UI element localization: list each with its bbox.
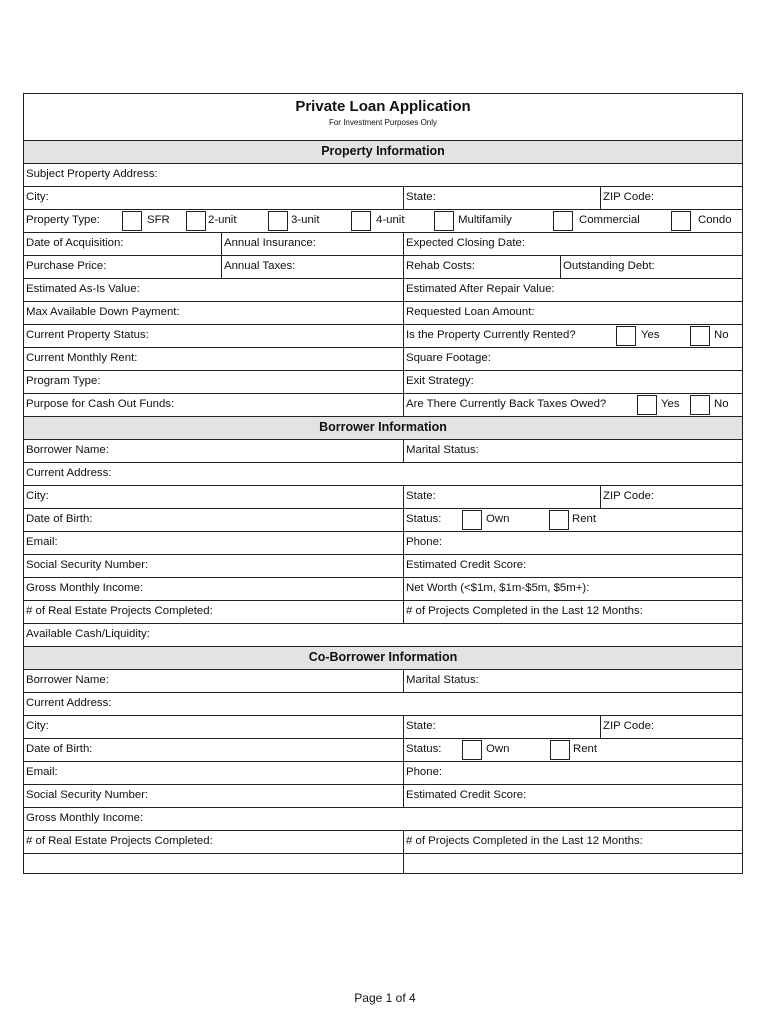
coborrower-email-field[interactable]: Email: bbox=[26, 766, 58, 778]
as-is-value-field[interactable]: Estimated As-Is Value: bbox=[26, 283, 140, 295]
borrower-projects-field[interactable]: # of Real Estate Projects Completed: bbox=[26, 605, 213, 617]
cash-out-row bbox=[24, 393, 742, 416]
rent-footage-row bbox=[24, 347, 742, 370]
outstanding-debt-field[interactable]: Outstanding Debt: bbox=[560, 256, 743, 278]
borrower-ssn-row bbox=[24, 554, 742, 577]
borrower-zip-field[interactable]: ZIP Code: bbox=[600, 486, 743, 508]
subject-address-label: Subject Property Address: bbox=[26, 168, 158, 180]
borrower-state-field[interactable]: State: bbox=[403, 486, 600, 508]
loan-application-form bbox=[23, 93, 743, 874]
sfr-label: SFR bbox=[147, 214, 170, 226]
borrower-status-label: Status: bbox=[403, 509, 743, 531]
borrower-income-row bbox=[24, 577, 742, 600]
program-exit-row bbox=[24, 370, 742, 393]
value-row bbox=[24, 278, 742, 301]
coborrower-income-label: Gross Monthly Income: bbox=[26, 812, 144, 824]
property-section-header: Property Information bbox=[24, 140, 742, 163]
borrower-name-row bbox=[24, 439, 742, 462]
property-city-row bbox=[24, 186, 742, 209]
coborrower-city-row bbox=[24, 715, 742, 738]
multifamily-checkbox[interactable] bbox=[434, 211, 454, 231]
borrower-marital-field[interactable]: Marital Status: bbox=[403, 440, 743, 462]
borrower-city-field[interactable]: City: bbox=[26, 490, 49, 502]
borrower-address-label: Current Address: bbox=[26, 467, 112, 479]
page-number: Page 1 of 4 bbox=[354, 991, 416, 1005]
borrower-projects-row bbox=[24, 600, 742, 623]
back-taxes-no-checkbox[interactable] bbox=[690, 395, 710, 415]
commercial-checkbox[interactable] bbox=[553, 211, 573, 231]
loan-amount-field[interactable]: Requested Loan Amount: bbox=[403, 302, 743, 324]
coborrower-credit-field[interactable]: Estimated Credit Score: bbox=[403, 785, 743, 807]
annual-insurance-field[interactable]: Annual Insurance: bbox=[221, 233, 403, 255]
coborrower-section-header: Co-Borrower Information bbox=[24, 646, 742, 669]
three-unit-label: 3-unit bbox=[291, 214, 320, 226]
coborrower-ssn-row bbox=[24, 784, 742, 807]
blank-left-cell[interactable] bbox=[24, 854, 403, 874]
cash-out-purpose-field[interactable]: Purpose for Cash Out Funds: bbox=[26, 398, 175, 410]
rented-no-label: No bbox=[714, 329, 729, 341]
status-rented-row bbox=[24, 324, 742, 347]
borrower-projects-12mo-field[interactable]: # of Projects Completed in the Last 12 Months: bbox=[403, 601, 743, 623]
two-unit-label: 2-unit bbox=[208, 214, 237, 226]
current-status-field[interactable]: Current Property Status: bbox=[26, 329, 149, 341]
coborrower-dob-field[interactable]: Date of Birth: bbox=[26, 743, 93, 755]
currently-rented-label: Is the Property Currently Rented? bbox=[403, 325, 743, 347]
borrower-city-row bbox=[24, 485, 742, 508]
coborrower-state-field[interactable]: State: bbox=[403, 716, 600, 738]
borrower-ssn-field[interactable]: Social Security Number: bbox=[26, 559, 149, 571]
coborrower-income-row[interactable] bbox=[24, 807, 742, 830]
borrower-address-row[interactable] bbox=[24, 462, 742, 485]
coborrower-rent-label: Rent bbox=[573, 743, 598, 755]
form-title: Private Loan Application bbox=[295, 98, 471, 115]
borrower-rent-label: Rent bbox=[572, 513, 597, 525]
purchase-row bbox=[24, 255, 742, 278]
expected-closing-field[interactable]: Expected Closing Date: bbox=[403, 233, 743, 255]
after-repair-value-field[interactable]: Estimated After Repair Value: bbox=[403, 279, 743, 301]
borrower-rent-checkbox[interactable] bbox=[549, 510, 569, 530]
coborrower-address-row[interactable] bbox=[24, 692, 742, 715]
acquisition-row bbox=[24, 232, 742, 255]
four-unit-label: 4-unit bbox=[376, 214, 405, 226]
coborrower-dob-row bbox=[24, 738, 742, 761]
purchase-price-field[interactable]: Purchase Price: bbox=[26, 260, 107, 272]
borrower-dob-field[interactable]: Date of Birth: bbox=[26, 513, 93, 525]
four-unit-checkbox[interactable] bbox=[351, 211, 371, 231]
three-unit-checkbox[interactable] bbox=[268, 211, 288, 231]
rented-no-checkbox[interactable] bbox=[690, 326, 710, 346]
form-header bbox=[24, 94, 742, 140]
borrower-name-field[interactable]: Borrower Name: bbox=[26, 444, 109, 456]
borrower-phone-field[interactable]: Phone: bbox=[403, 532, 743, 554]
down-payment-row bbox=[24, 301, 742, 324]
blank-right-cell[interactable] bbox=[403, 854, 743, 874]
borrower-net-worth-field[interactable]: Net Worth (<$1m, $1m-$5m, $5m+): bbox=[403, 578, 743, 600]
borrower-email-row bbox=[24, 531, 742, 554]
coborrower-projects-field[interactable]: # of Real Estate Projects Completed: bbox=[26, 835, 213, 847]
property-state-field[interactable]: State: bbox=[403, 187, 600, 209]
date-acquisition-field[interactable]: Date of Acquisition: bbox=[26, 237, 124, 249]
coborrower-name-field[interactable]: Borrower Name: bbox=[26, 674, 109, 686]
coborrower-status-label: Status: bbox=[403, 739, 743, 761]
borrower-own-checkbox[interactable] bbox=[462, 510, 482, 530]
exit-strategy-field[interactable]: Exit Strategy: bbox=[403, 371, 743, 393]
rented-yes-label: Yes bbox=[641, 329, 660, 341]
coborrower-own-checkbox[interactable] bbox=[462, 740, 482, 760]
borrower-dob-row bbox=[24, 508, 742, 531]
coborrower-city-field[interactable]: City: bbox=[26, 720, 49, 732]
form-subtitle: For Investment Purposes Only bbox=[328, 118, 438, 127]
borrower-own-label: Own bbox=[486, 513, 510, 525]
borrower-section-header: Borrower Information bbox=[24, 416, 742, 439]
sfr-checkbox[interactable] bbox=[122, 211, 142, 231]
property-city-field[interactable]: City: bbox=[26, 191, 49, 203]
annual-taxes-field[interactable]: Annual Taxes: bbox=[221, 256, 403, 278]
square-footage-field[interactable]: Square Footage: bbox=[403, 348, 743, 370]
rented-yes-checkbox[interactable] bbox=[616, 326, 636, 346]
back-taxes-label: Are There Currently Back Taxes Owed? bbox=[403, 394, 743, 416]
coborrower-address-label: Current Address: bbox=[26, 697, 112, 709]
borrower-liquidity-label: Available Cash/Liquidity: bbox=[26, 628, 150, 640]
condo-label: Condo bbox=[698, 214, 732, 226]
coborrower-projects-12mo-field[interactable]: # of Projects Completed in the Last 12 Months: bbox=[403, 831, 743, 853]
coborrower-marital-field[interactable]: Marital Status: bbox=[403, 670, 743, 692]
borrower-liquidity-row[interactable] bbox=[24, 623, 742, 646]
back-taxes-no-label: No bbox=[714, 398, 729, 410]
coborrower-zip-field[interactable]: ZIP Code: bbox=[600, 716, 743, 738]
property-type-row bbox=[24, 209, 742, 232]
commercial-label: Commercial bbox=[579, 214, 640, 226]
monthly-rent-field[interactable]: Current Monthly Rent: bbox=[26, 352, 138, 364]
coborrower-projects-row bbox=[24, 830, 742, 853]
borrower-email-field[interactable]: Email: bbox=[26, 536, 58, 548]
program-type-field[interactable]: Program Type: bbox=[26, 375, 101, 387]
back-taxes-yes-checkbox[interactable] bbox=[637, 395, 657, 415]
rehab-costs-field[interactable]: Rehab Costs: bbox=[403, 256, 560, 278]
subject-address-row[interactable] bbox=[24, 163, 742, 186]
condo-checkbox[interactable] bbox=[671, 211, 691, 231]
coborrower-rent-checkbox[interactable] bbox=[550, 740, 570, 760]
property-type-label: Property Type: bbox=[26, 214, 100, 226]
back-taxes-yes-label: Yes bbox=[661, 398, 680, 410]
borrower-credit-field[interactable]: Estimated Credit Score: bbox=[403, 555, 743, 577]
coborrower-name-row bbox=[24, 669, 742, 692]
borrower-income-field[interactable]: Gross Monthly Income: bbox=[26, 582, 144, 594]
property-zip-field[interactable]: ZIP Code: bbox=[600, 187, 743, 209]
two-unit-checkbox[interactable] bbox=[186, 211, 206, 231]
coborrower-phone-field[interactable]: Phone: bbox=[403, 762, 743, 784]
multifamily-label: Multifamily bbox=[458, 214, 512, 226]
coborrower-own-label: Own bbox=[486, 743, 510, 755]
blank-row bbox=[24, 853, 742, 874]
coborrower-email-row bbox=[24, 761, 742, 784]
coborrower-ssn-field[interactable]: Social Security Number: bbox=[26, 789, 149, 801]
down-payment-field[interactable]: Max Available Down Payment: bbox=[26, 306, 180, 318]
